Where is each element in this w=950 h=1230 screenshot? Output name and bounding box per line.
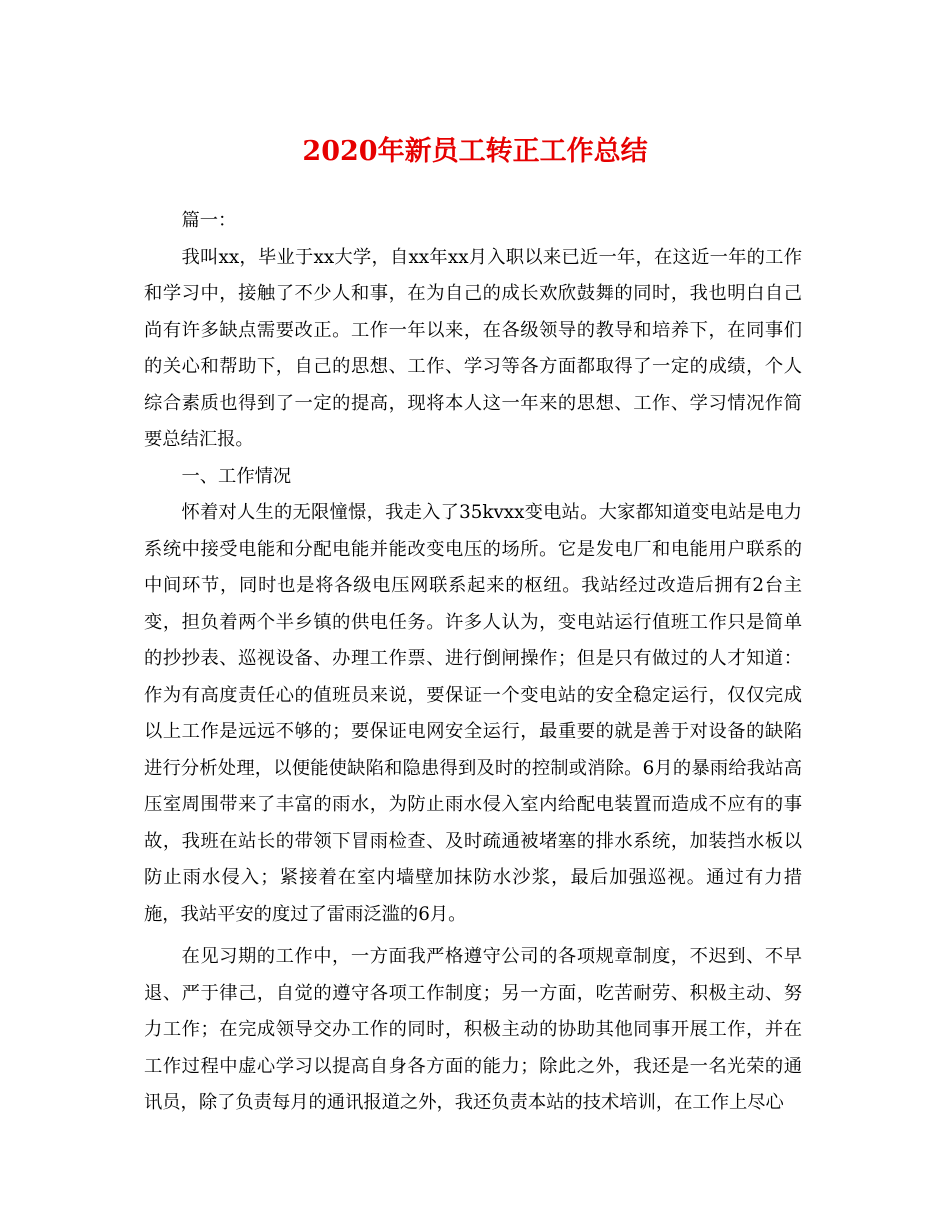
document-body <box>144 203 802 1122</box>
document-title: 2020年新员工转正工作总结 <box>302 136 648 167</box>
paragraph-introduction: 我叫xx，毕业于xx大学，自xx年xx月入职以来已近一年，在这近一年的工作和学习中，接触了不少人和事，在为自己的成长欢欣鼓舞的同时，我也明白自己尚有许多缺点需要改正。工作一年以来，在各级领导的教导和培养下，在同事们的关心和帮助下，自己的思想、工作、学习等各方面都取得了一定的成绩，个人综合素质也得到了一定的提高，现将本人这一年来的思想、工作、学习情况作简要总结汇报。 <box>144 246 802 450</box>
section-heading-work: 一、工作情况 <box>181 465 292 487</box>
paragraph-substation-work: 怀着对人生的无限憧憬，我走入了35kvxx变电站。大家都知道变电站是电力系统中接受电能和分配电能并能改变电压的场所。它是发电厂和电能用户联系的中间环节，同时也是将各级电压网联系起来的枢纽。我站经过改造后拥有2台主变，担负着两个半乡镇的供电任务。许多人认为，变电站运行值班工作只是简单的抄抄表、巡视设备、办理工作票、进行倒闸操作；但是只有做过的人才知道：作为有高度责任心的值班员来说，要保证一个变电站的安全稳定运行，仅仅完成以上工作是远远不够的；要保证电网安全运行，最重要的就是善于对设备的缺陷进行分析处理，以便能使缺陷和隐患得到及时的控制或消除。6月的暴雨给我站高压室周围带来了丰富的雨水，为防止雨水侵入室内给配电装置而造成不应有的事故，我班在站长的带领下冒雨检查、及时疏通被堵塞的排水系统，加装挡水板以防止雨水侵入；紧接着在室内墙壁加抹防水沙浆，最后加强巡视。通过有力措施，我站平安的度过了雷雨泛滥的6月。 <box>144 502 802 925</box>
paragraph-probation-work: 在见习期的工作中，一方面我严格遵守公司的各项规章制度，不迟到、不早退、严于律己，自觉的遵守各项工作制度；另一方面，吃苦耐劳、积极主动、努力工作；在完成领导交办工作的同时，积极主动的协助其他同事开展工作，并在工作过程中虚心学习以提高自身各方面的能力；除此之外，我还是一名光荣的通讯员，除了负责每月的通讯报道之外，我还负责本站的技术培训，在工作上尽心 <box>144 946 802 1113</box>
section-label-part-one: 篇一： <box>181 210 237 231</box>
